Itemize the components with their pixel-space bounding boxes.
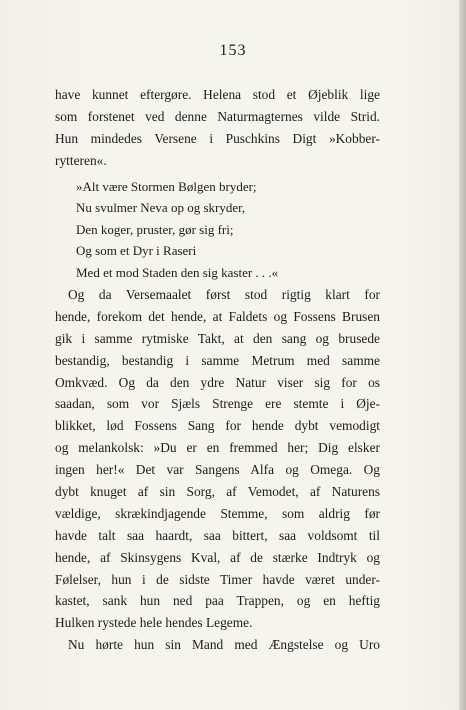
text-line: Hun mindedes Versene i Puschkins Digt »Kobber- xyxy=(55,130,380,146)
text-line: gik i samme rytmiske Takt, at den sang og brusede xyxy=(55,330,380,346)
text-line: ingen her!« Det var Sangens Alfa og Omega. Og xyxy=(55,462,380,478)
text-line: rytteren«. xyxy=(55,152,107,168)
text-line: som forstenet ved denne Naturmagternes vilde Strid. xyxy=(55,108,380,124)
text-line: havde talt saa haardt, saa bittert, saa voldsomt til xyxy=(55,527,380,543)
verse-line: »Alt være Stormen Bølgen bryder; xyxy=(76,179,257,194)
text-line: dybt knuget af sin Sorg, af Vemodet, af Naturens xyxy=(55,484,380,500)
verse-line: Og som et Dyr i Raseri xyxy=(76,243,197,259)
text-line: vældige, skrækindjagende Stemme, som aldrig før xyxy=(55,505,380,521)
text-line: kastet, sank hun ned paa Trappen, og en heftig xyxy=(55,593,380,609)
text-line: Omkvæd. Og da den ydre Natur viser sig for os xyxy=(55,374,380,390)
text-line: Følelser, hun i de sidste Timer havde været under- xyxy=(55,571,380,587)
verse-line: Nu svulmer Neva op og skryder, xyxy=(76,200,246,216)
paragraph-2 xyxy=(55,284,380,656)
verse-quote xyxy=(76,176,386,283)
text-line: Nu hørte hun sin Mand med Ængstelse og Uro xyxy=(68,637,380,653)
verse-line: Med et mod Staden den sig kaster . . .« xyxy=(76,264,279,280)
text-line: blikket, lød Fossens Sang for hende dybt vemodigt xyxy=(55,418,380,434)
text-line: og melankolsk: »Du er en fremmed her; Dig elsker xyxy=(55,440,380,456)
text-line: Hulken rystede hele hendes Legeme. xyxy=(55,615,253,631)
text-line: Og da Versemaalet først stod rigtig klart for xyxy=(68,287,380,302)
page-number: 153 xyxy=(219,42,247,59)
text-line: hende, forekom det hende, at Faldets og Fossens Brusen xyxy=(55,308,380,324)
text-line: hende, af Skinsygens Kval, af de stærke Indtryk og xyxy=(55,549,380,565)
text-line: saadan, som vor Sjæls Strenge ere stemte i Øje- xyxy=(55,396,380,412)
text-line: have kunnet eftergøre. Helena stod et Øjeblik lige xyxy=(55,87,380,102)
verse-line: Den koger, pruster, gør sig fri; xyxy=(76,221,234,237)
text-line: bestandig, bestandig i samme Metrum med samme xyxy=(55,352,380,368)
paragraph-1 xyxy=(55,84,380,172)
page-edge xyxy=(459,0,466,710)
